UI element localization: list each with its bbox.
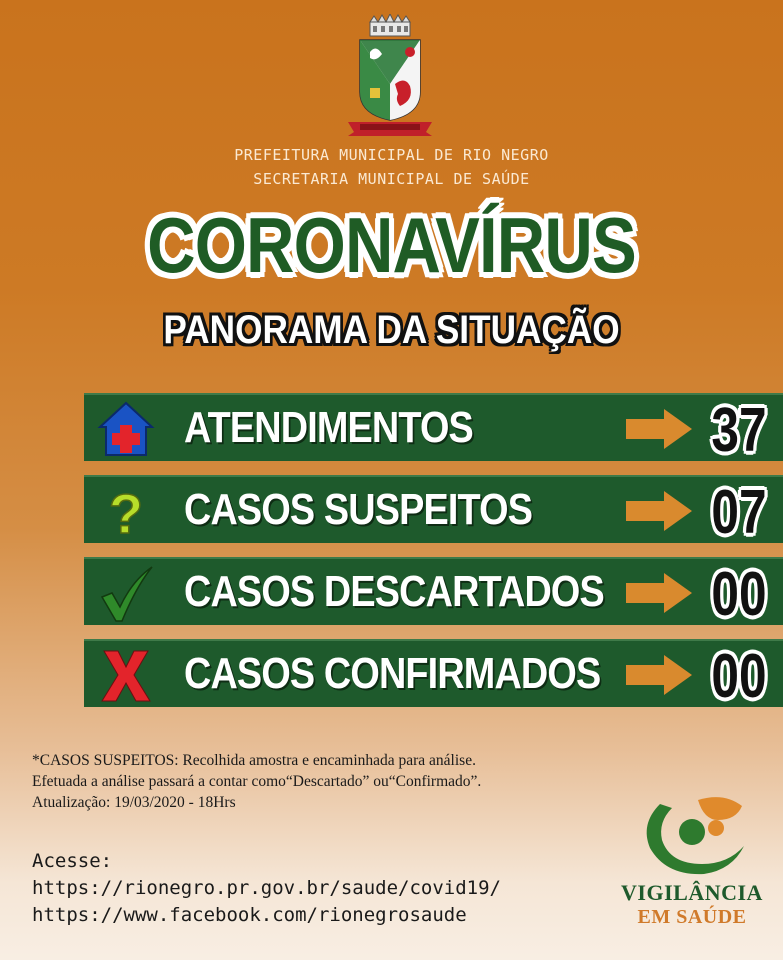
hospital-house-icon [96, 399, 156, 459]
stat-label: CASOS SUSPEITOS [184, 485, 533, 534]
stat-value: 37 [711, 396, 767, 465]
stat-value: 00 [711, 642, 767, 711]
link-facebook[interactable]: https://www.facebook.com/rionegrosaude [32, 904, 467, 926]
access-links [32, 848, 501, 929]
secretaria-heading: SECRETARIA MUNICIPAL DE SAÚDE [253, 170, 530, 188]
logo-text-line2: EM SAÚDE [637, 906, 747, 928]
municipal-crest-logo [340, 14, 440, 139]
arrow-right-icon [624, 407, 694, 451]
page-title: CORONAVÍRUS [147, 201, 636, 289]
stat-label: CASOS CONFIRMADOS [184, 649, 601, 698]
stat-label: ATENDIMENTOS [184, 403, 473, 452]
footnote-line: *CASOS SUSPEITOS: Recolhida amostra e encaminhada para análise. [32, 752, 476, 769]
arrow-right-icon [624, 653, 694, 697]
question-mark-icon [96, 481, 156, 541]
stat-row-descartados [84, 557, 783, 629]
page-subtitle: PANORAMA DA SITUAÇÃO [163, 308, 620, 352]
link-covid19[interactable]: https://rionegro.pr.gov.br/saude/covid19/ [32, 877, 501, 899]
checkmark-icon [96, 563, 156, 623]
stat-row-atendimentos [84, 393, 783, 465]
stat-value: 00 [711, 560, 767, 629]
access-label: Acesse: [32, 850, 113, 872]
vigilancia-emblem-icon [632, 790, 752, 878]
footnote-line: Efetuada a análise passará a contar como“Descartado” ou“Confirmado”. [32, 773, 482, 790]
arrow-right-icon [624, 571, 694, 615]
svg-text:?: ? [108, 482, 144, 541]
stat-row-suspeitos [84, 475, 783, 547]
footnote [32, 750, 652, 813]
arrow-right-icon [624, 489, 694, 533]
logo-text-line1: VIGILÂNCIA [621, 880, 763, 905]
stat-label: CASOS DESCARTADOS [184, 567, 604, 616]
stat-row-confirmados [84, 639, 783, 711]
x-mark-icon [96, 645, 156, 705]
stat-value: 07 [711, 478, 767, 547]
prefeitura-heading: PREFEITURA MUNICIPAL DE RIO NEGRO [234, 146, 549, 164]
update-timestamp: Atualização: 19/03/2020 - 18Hrs [32, 794, 236, 811]
vigilancia-logo [612, 790, 772, 940]
